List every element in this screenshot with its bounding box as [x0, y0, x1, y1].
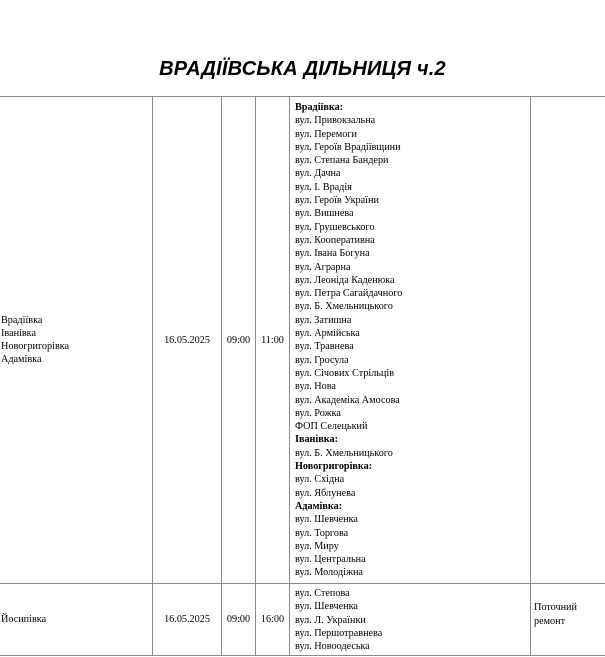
time-to-cell: 11:00 — [256, 97, 290, 584]
settlement-name: Адамівка — [1, 354, 42, 366]
street-item: вул. Січових Стрільців — [295, 367, 395, 379]
street-item: вул. Шевченка — [295, 514, 358, 526]
street-item: вул. Нова — [295, 381, 336, 393]
note-line: ремонт — [534, 615, 566, 627]
time-from-cell: 09:00 — [222, 97, 256, 584]
street-item: вул. Привокзальна — [295, 115, 376, 127]
page-title: ВРАДІЇВСЬКА ДІЛЬНИЦЯ ч.2 — [159, 58, 446, 80]
street-group-header: Врадіївка: — [295, 102, 344, 113]
note-line: Поточний — [534, 602, 577, 614]
street-group-header: Новогригорівка: — [295, 461, 373, 473]
street-item: вул. Вишнева — [295, 208, 354, 220]
settlement-name: Новогригорівка — [1, 341, 70, 352]
street-item: вул. Л. Українки — [295, 614, 366, 626]
street-item: вул. Героїв Врадіївщини — [295, 141, 401, 153]
street-group-header: Іванівка: — [295, 434, 338, 446]
street-item: вул. Яблунева — [295, 487, 356, 499]
time-from-cell: 09:00 — [222, 584, 256, 656]
street-item: вул. Молодіжна — [295, 567, 363, 579]
street-item: вул. Рожка — [295, 407, 341, 419]
street-item: вул. Дачна — [295, 168, 341, 180]
settlements-cell — [0, 584, 153, 656]
outage-schedule-table — [0, 96, 605, 656]
note-cell — [531, 584, 605, 656]
street-item: вул. Шевченка — [295, 601, 358, 613]
streets-cell — [290, 584, 531, 656]
street-item: вул. Гросула — [295, 354, 349, 366]
street-item: вул. Академіка Амосова — [295, 394, 400, 406]
table-row — [0, 584, 605, 656]
street-list — [290, 584, 530, 653]
street-list — [290, 97, 530, 580]
street-item: вул. Першотравнева — [295, 627, 383, 639]
street-item: вул. Травнева — [295, 341, 354, 353]
date-cell: 16.05.2025 — [153, 97, 222, 584]
settlement-name: Врадіївка — [1, 314, 43, 326]
street-item: вул. Армійська — [295, 328, 360, 340]
street-item: вул. Кооперативна — [295, 234, 375, 246]
street-item: вул. Аграрна — [295, 261, 351, 273]
settlement-name: Іванівка — [1, 327, 36, 339]
street-item: вул. Новоодеська — [295, 641, 370, 653]
time-to-cell: 16:00 — [256, 584, 290, 656]
settlement-name: Йосипівка — [1, 613, 47, 625]
note-cell — [531, 97, 605, 584]
street-item: вул. Героїв України — [295, 195, 379, 207]
note-text — [531, 601, 605, 628]
street-item: вул. Затишна — [295, 314, 352, 326]
street-item: вул. І. Врадія — [295, 181, 352, 193]
street-item: вул. Торгова — [295, 527, 349, 539]
street-item: ФОП Селецький — [295, 421, 368, 433]
street-group-header: Адамівка: — [295, 500, 343, 512]
table-row — [0, 97, 605, 584]
street-item: вул. Центральна — [295, 554, 366, 566]
street-item: вул. Перемоги — [295, 128, 357, 140]
street-item: вул. Миру — [295, 540, 339, 552]
settlements-cell — [0, 97, 153, 584]
street-item: вул. Б. Хмельницького — [295, 447, 393, 459]
street-item: вул. Леоніда Каденюка — [295, 274, 395, 286]
date-cell: 16.05.2025 — [153, 584, 222, 656]
streets-cell — [290, 97, 531, 584]
street-item: вул. Степана Бандери — [295, 155, 389, 167]
street-item: вул. Східна — [295, 474, 345, 486]
street-item: вул. Б. Хмельницького — [295, 301, 393, 313]
street-item: вул. Степова — [295, 588, 350, 599]
street-item: вул. Петра Сагайдачного — [295, 288, 403, 300]
street-item: вул. Івана Богуна — [295, 248, 370, 260]
street-item: вул. Грушевського — [295, 221, 375, 233]
